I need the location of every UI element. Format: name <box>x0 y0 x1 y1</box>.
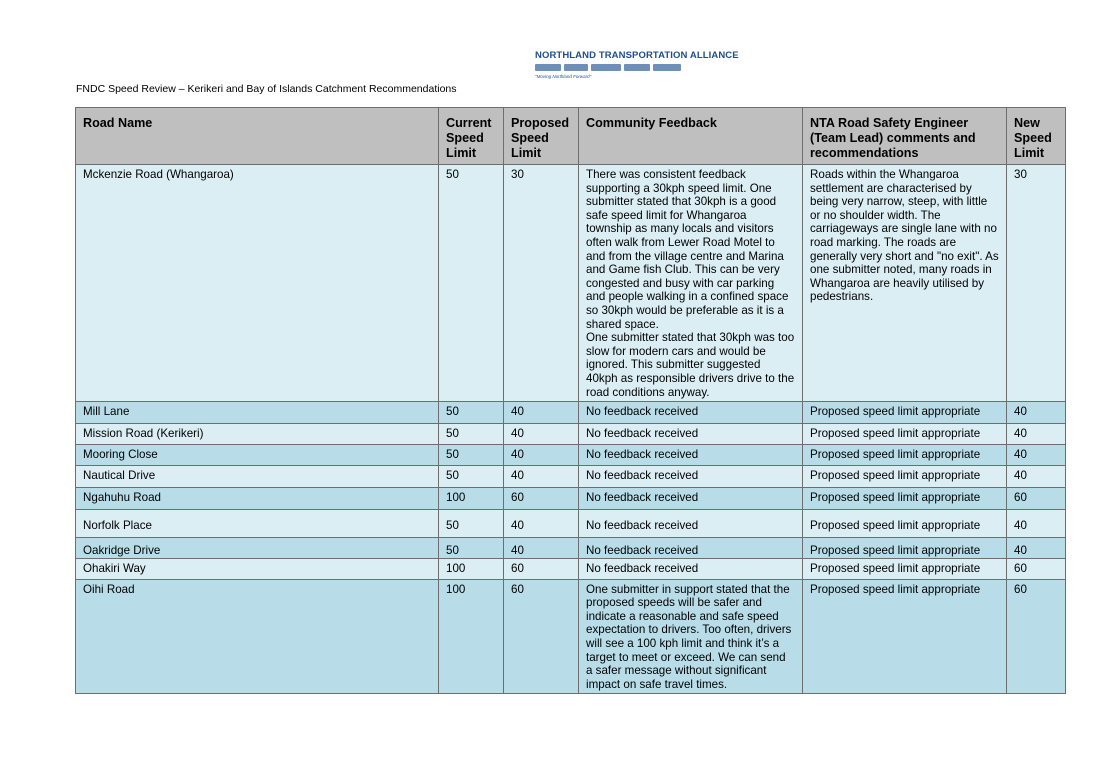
partner-logos <box>535 62 701 72</box>
cell-road-name: Mckenzie Road (Whangaroa) <box>76 165 439 402</box>
cell-proposed-speed: 60 <box>504 579 579 694</box>
cell-proposed-speed: 60 <box>504 488 579 510</box>
document-title: FNDC Speed Review – Kerikeri and Bay of Islands Catchment Recommendations <box>76 83 457 95</box>
cell-community-feedback: There was consistent feedback supporting a 30kph speed limit. One submitter stated that 30kph is a good safe speed limit for Whangaroa township as many locals and visitors often walk from Lewer Road Motel to and from the village centre and Marina and Game fish Club. This can be very congested and busy with car parking and people walking in a confined space so 30kph would be preferable as it is a shared space. One submitter stated that 30kph was too slow for modern cars and would be ignored. This submitter suggested 40kph as responsible drivers drive to the road conditions anyway. <box>579 165 803 402</box>
cell-nta-comments: Proposed speed limit appropriate <box>803 510 1007 538</box>
cell-new-speed: 60 <box>1007 558 1066 579</box>
cell-road-name: Mooring Close <box>76 445 439 466</box>
header-nta-comments: NTA Road Safety Engineer (Team Lead) comments and recommendations <box>803 108 1007 165</box>
cell-current-speed: 100 <box>439 488 504 510</box>
cell-current-speed: 100 <box>439 579 504 694</box>
cell-proposed-speed: 40 <box>504 538 579 559</box>
cell-community-feedback: One submitter in support stated that the proposed speeds will be safer and indicate a reasonable and safe speed expectation to drivers. Too often, drivers will see a 100 kph limit and think it’s a target to meet or exceed. We can send a safer message without significant impact on safe travel times. <box>579 579 803 694</box>
table-row <box>76 424 1066 445</box>
cell-new-speed: 30 <box>1007 165 1066 402</box>
cell-nta-comments: Proposed speed limit appropriate <box>803 579 1007 694</box>
table-row <box>76 402 1066 424</box>
cell-proposed-speed: 30 <box>504 165 579 402</box>
cell-new-speed: 40 <box>1007 538 1066 559</box>
cell-nta-comments: Proposed speed limit appropriate <box>803 424 1007 445</box>
cell-nta-comments: Proposed speed limit appropriate <box>803 466 1007 488</box>
cell-nta-comments: Roads within the Whangaroa settlement are characterised by being very narrow, steep, with little or no shoulder width. The carriageways are single lane with no road marking. The roads are generally very short and "no exit". As one submitter noted, many roads in Whangaroa are heavily utilised by pedestrians. <box>803 165 1007 402</box>
logo-title-part1: NORTHLAND <box>535 50 599 61</box>
cell-new-speed: 60 <box>1007 579 1066 694</box>
cell-proposed-speed: 60 <box>504 558 579 579</box>
cell-nta-comments: Proposed speed limit appropriate <box>803 488 1007 510</box>
table-row <box>76 165 1066 402</box>
cell-proposed-speed: 40 <box>504 424 579 445</box>
cell-current-speed: 50 <box>439 466 504 488</box>
cell-road-name: Nautical Drive <box>76 466 439 488</box>
cell-nta-comments: Proposed speed limit appropriate <box>803 558 1007 579</box>
logo-tagline: "Moving Northland Forward" <box>535 74 592 79</box>
cell-road-name: Oakridge Drive <box>76 538 439 559</box>
header-current-speed: Current Speed Limit <box>439 108 504 165</box>
cell-community-feedback: No feedback received <box>579 445 803 466</box>
header-road-name: Road Name <box>76 108 439 165</box>
cell-current-speed: 100 <box>439 558 504 579</box>
table-row <box>76 510 1066 538</box>
cell-community-feedback: No feedback received <box>579 510 803 538</box>
table-row <box>76 445 1066 466</box>
partner-logo-icon <box>591 64 621 71</box>
cell-road-name: Mill Lane <box>76 402 439 424</box>
partner-logo-icon <box>564 64 588 71</box>
cell-current-speed: 50 <box>439 538 504 559</box>
table-header-row <box>76 108 1066 165</box>
cell-proposed-speed: 40 <box>504 402 579 424</box>
cell-community-feedback: No feedback received <box>579 424 803 445</box>
cell-proposed-speed: 40 <box>504 510 579 538</box>
header-proposed-speed: Proposed Speed Limit <box>504 108 579 165</box>
cell-road-name: Mission Road (Kerikeri) <box>76 424 439 445</box>
table-row <box>76 558 1066 579</box>
logo-title-part2: TRANSPORTATION ALLIANCE <box>598 50 739 61</box>
cell-nta-comments: Proposed speed limit appropriate <box>803 402 1007 424</box>
partner-logo-icon <box>653 64 681 71</box>
cell-new-speed: 40 <box>1007 424 1066 445</box>
nta-logo <box>535 50 739 82</box>
cell-new-speed: 40 <box>1007 510 1066 538</box>
cell-road-name: Norfolk Place <box>76 510 439 538</box>
header-community-feedback: Community Feedback <box>579 108 803 165</box>
logo-title <box>535 50 739 61</box>
cell-new-speed: 40 <box>1007 466 1066 488</box>
table-row <box>76 538 1066 559</box>
cell-proposed-speed: 40 <box>504 445 579 466</box>
cell-nta-comments: Proposed speed limit appropriate <box>803 445 1007 466</box>
table-row <box>76 466 1066 488</box>
header-new-speed: New Speed Limit <box>1007 108 1066 165</box>
table-row <box>76 488 1066 510</box>
cell-community-feedback: No feedback received <box>579 538 803 559</box>
cell-road-name: Ngahuhu Road <box>76 488 439 510</box>
cell-road-name: Ohakiri Way <box>76 558 439 579</box>
cell-current-speed: 50 <box>439 510 504 538</box>
cell-current-speed: 50 <box>439 165 504 402</box>
cell-current-speed: 50 <box>439 445 504 466</box>
cell-community-feedback: No feedback received <box>579 402 803 424</box>
cell-community-feedback: No feedback received <box>579 558 803 579</box>
cell-community-feedback: No feedback received <box>579 488 803 510</box>
cell-current-speed: 50 <box>439 402 504 424</box>
speed-review-table <box>75 107 1066 694</box>
partner-logo-icon <box>624 64 650 71</box>
cell-new-speed: 40 <box>1007 445 1066 466</box>
cell-current-speed: 50 <box>439 424 504 445</box>
cell-new-speed: 60 <box>1007 488 1066 510</box>
cell-proposed-speed: 40 <box>504 466 579 488</box>
partner-logo-icon <box>535 64 561 71</box>
cell-nta-comments: Proposed speed limit appropriate <box>803 538 1007 559</box>
cell-new-speed: 40 <box>1007 402 1066 424</box>
table-row <box>76 579 1066 694</box>
cell-road-name: Oihi Road <box>76 579 439 694</box>
cell-community-feedback: No feedback received <box>579 466 803 488</box>
